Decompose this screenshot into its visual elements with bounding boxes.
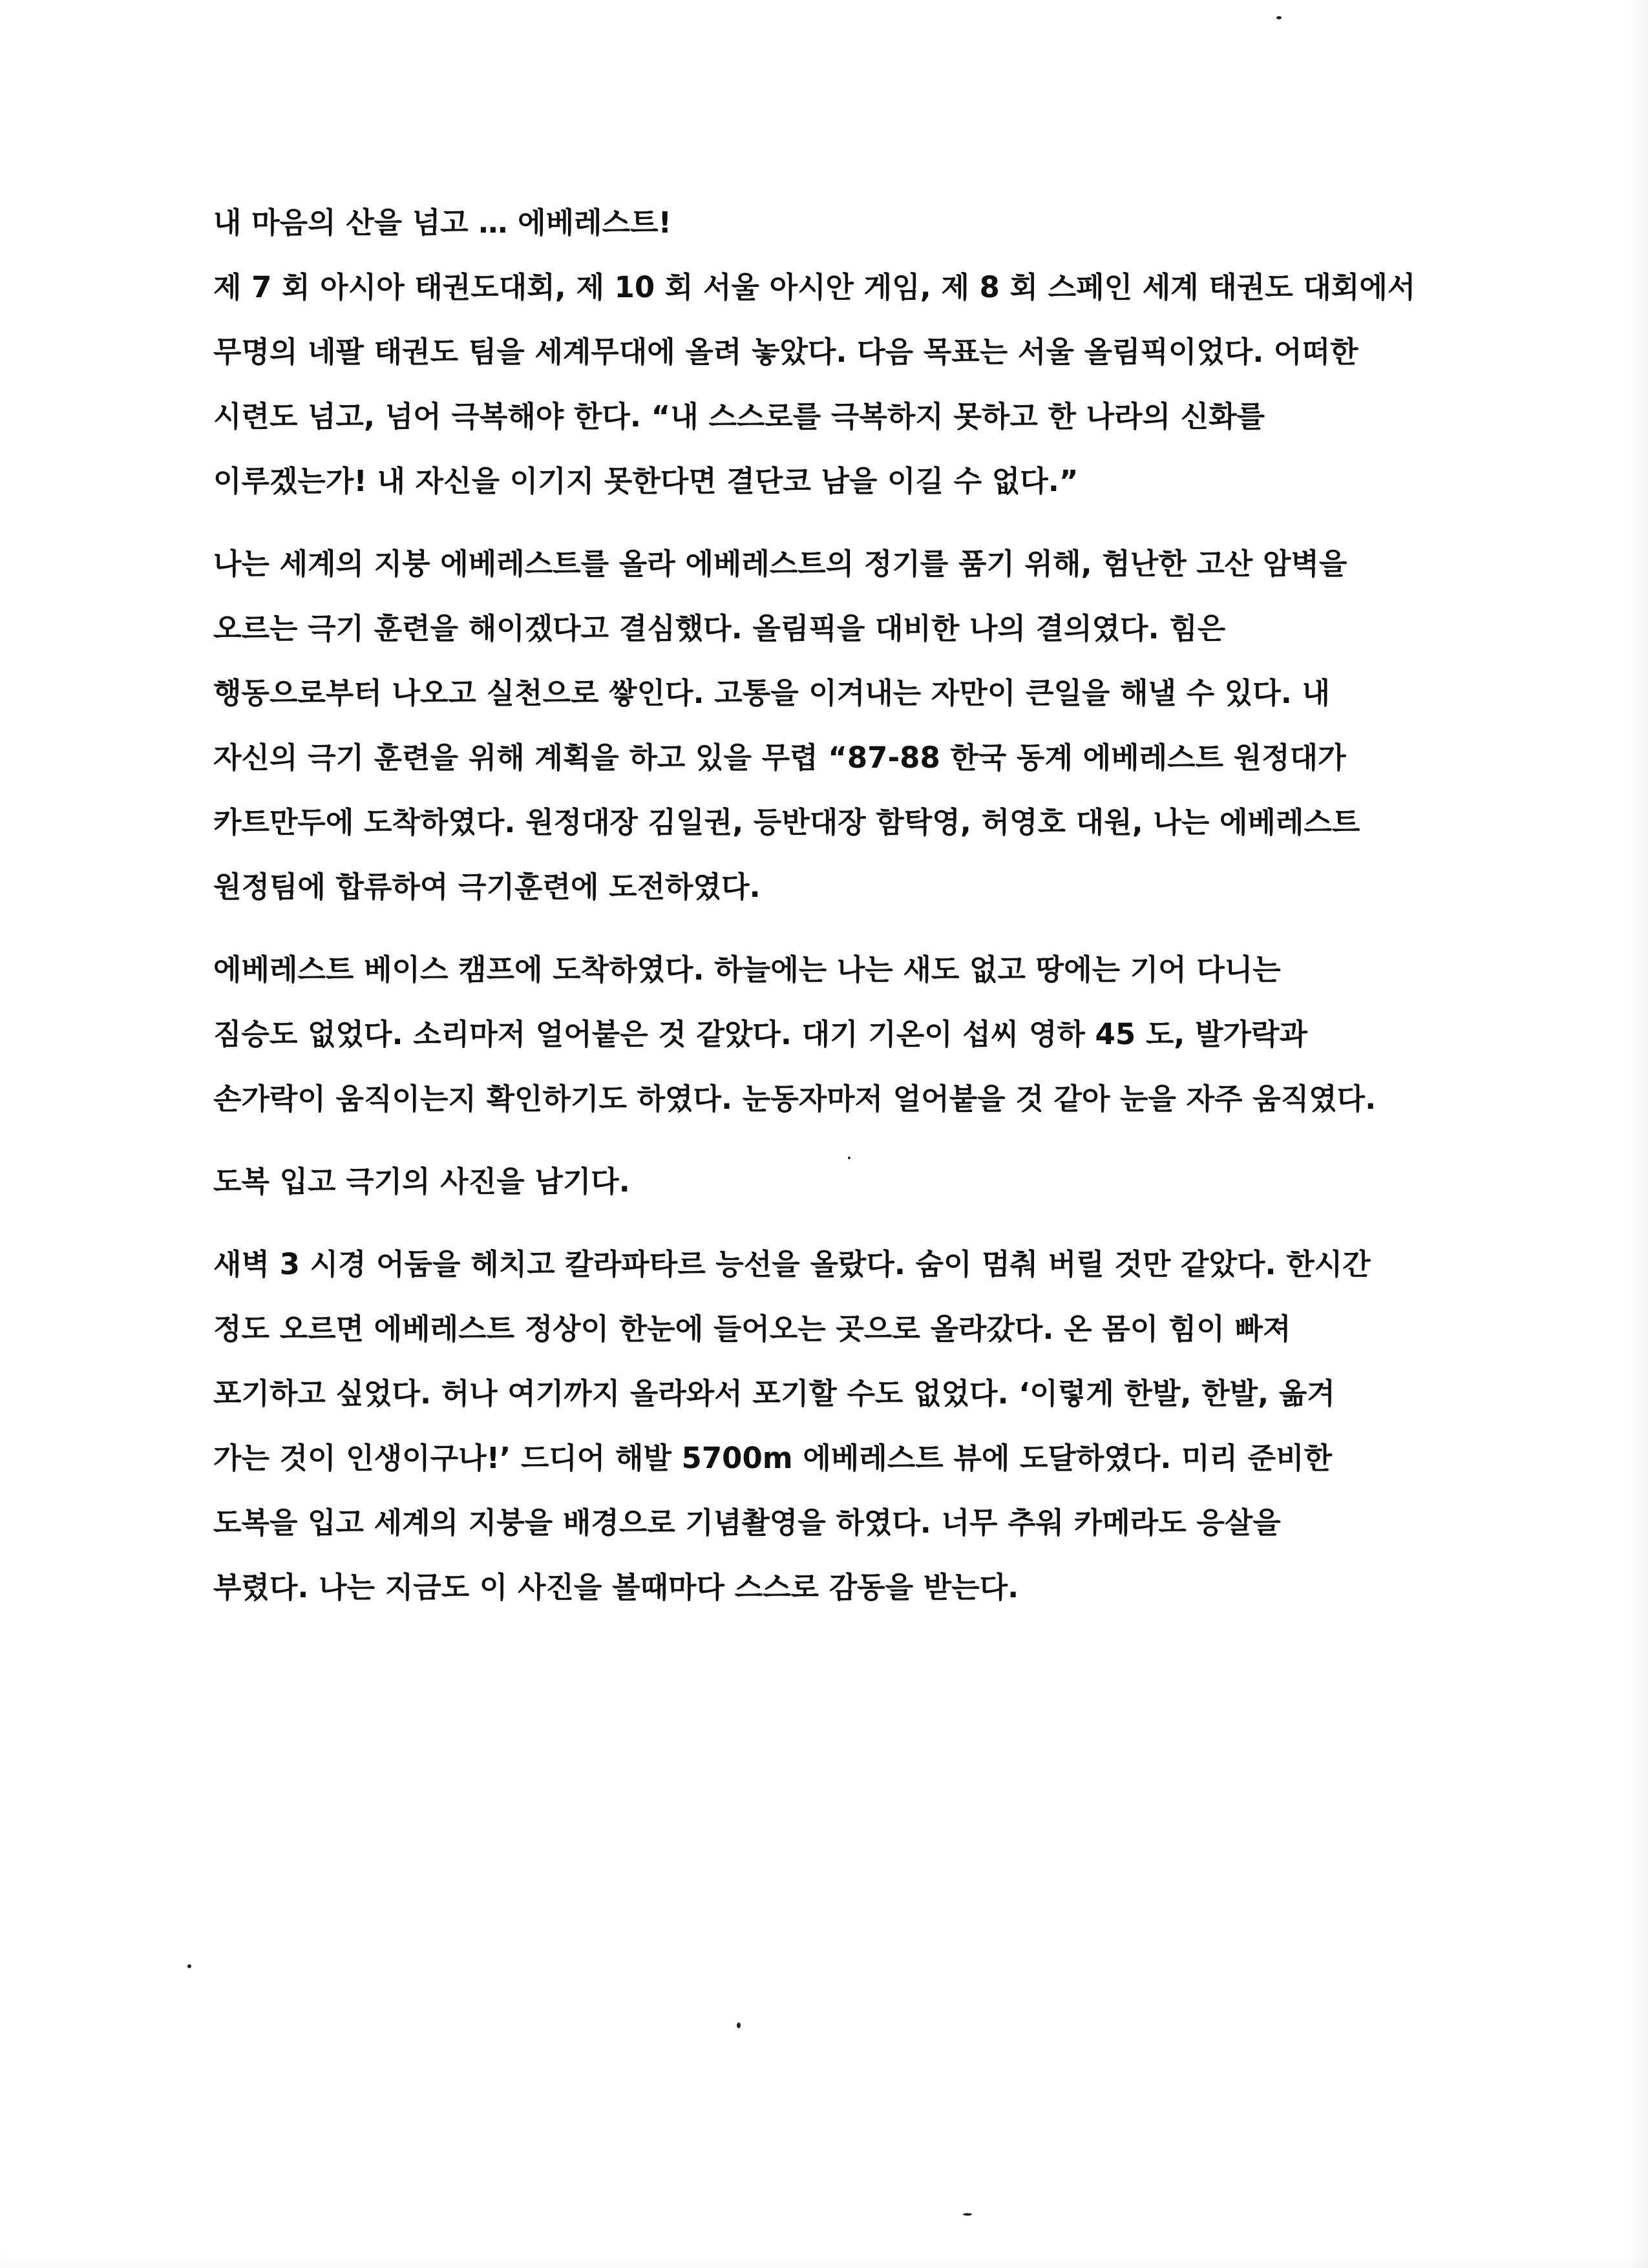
scan-speck: [848, 1157, 850, 1159]
document-body: [213, 191, 1474, 1638]
scan-speck: [737, 2022, 741, 2028]
scan-speck: [1276, 16, 1282, 19]
paragraph-4: 도복 입고 극기의 사진을 남기다.: [213, 1164, 630, 1199]
document-title: 내 마음의 산을 넘고 … 에베레스트!: [213, 205, 671, 240]
paragraph-2: 나는 세계의 지붕 에베레스트를 올라 에베레스트의 정기를 품기 위해, 험난한 고산 암벽을 오르는 극기 훈련을 해이겠다고 결심했다. 올림픽을 대비한 나의 결의였다. 힘은 행동으로부터 나오고 실천으로 쌓인다. 고통을 이겨내는 자만이 큰일을 해낼 수 있다. 내 자신의 극기 훈련을 위해 계획을 하고 있을 무렵 “87-88 한국 동계 에베레스트 원정대가 카트만두에 도착하였다. 원정대장 김일권, 등반대장 함탁영, 허영호 대원, 나는 에베레스트 원정팀에 합류하여 극기훈련에 도전하였다.: [213, 547, 1360, 904]
scan-speck: [187, 1964, 191, 1968]
paragraph-1: 제 7 회 아시아 태권도대회, 제 10 회 서울 아시안 게임, 제 8 회 스페인 세계 태권도 대회에서 무명의 네팔 태권도 팀을 세계무대에 올려 놓았다. 다음 목표는 서울 올림픽이었다. 어떠한 시련도 넘고, 넘어 극복해야 한다. “내 스스로를 극복하지 못하고 한 나라의 신화를 이루겠는가! 내 자신을 이기지 못한다면 결단코 남을 이길 수 없다.”: [213, 270, 1416, 498]
scan-speck: [963, 2213, 972, 2216]
paragraph-5: 새벽 3 시경 어둠을 헤치고 칼라파타르 능선을 올랐다. 숨이 멈춰 버릴 것만 같았다. 한시간 정도 오르면 에베레스트 정상이 한눈에 들어오는 곳으로 올라갔다. 온 몸이 힘이 빠져 포기하고 싶었다. 허나 여기까지 올라와서 포기할 수도 없었다. ‘이렇게 한발, 한발, 옮겨 가는 것이 인생이구나!’ 드디어 해발 5700m 에베레스트 뷰에 도달하였다. 미리 준비한 도복을 입고 세계의 지붕을 배경으로 기념촬영을 하였다. 너무 추워 카메라도 응살을 부렸다. 나는 지금도 이 사진을 볼때마다 스스로 감동을 받는다.: [213, 1247, 1371, 1604]
paragraph-3: 에베레스트 베이스 캠프에 도착하였다. 하늘에는 나는 새도 없고 땅에는 기어 다니는 짐승도 없었다. 소리마저 얼어붙은 것 같았다. 대기 기온이 섭씨 영하 45 도, 발가락과 손가락이 움직이는지 확인하기도 하였다. 눈동자마저 얼어붙을 것 같아 눈을 자주 움직였다.: [213, 952, 1377, 1116]
